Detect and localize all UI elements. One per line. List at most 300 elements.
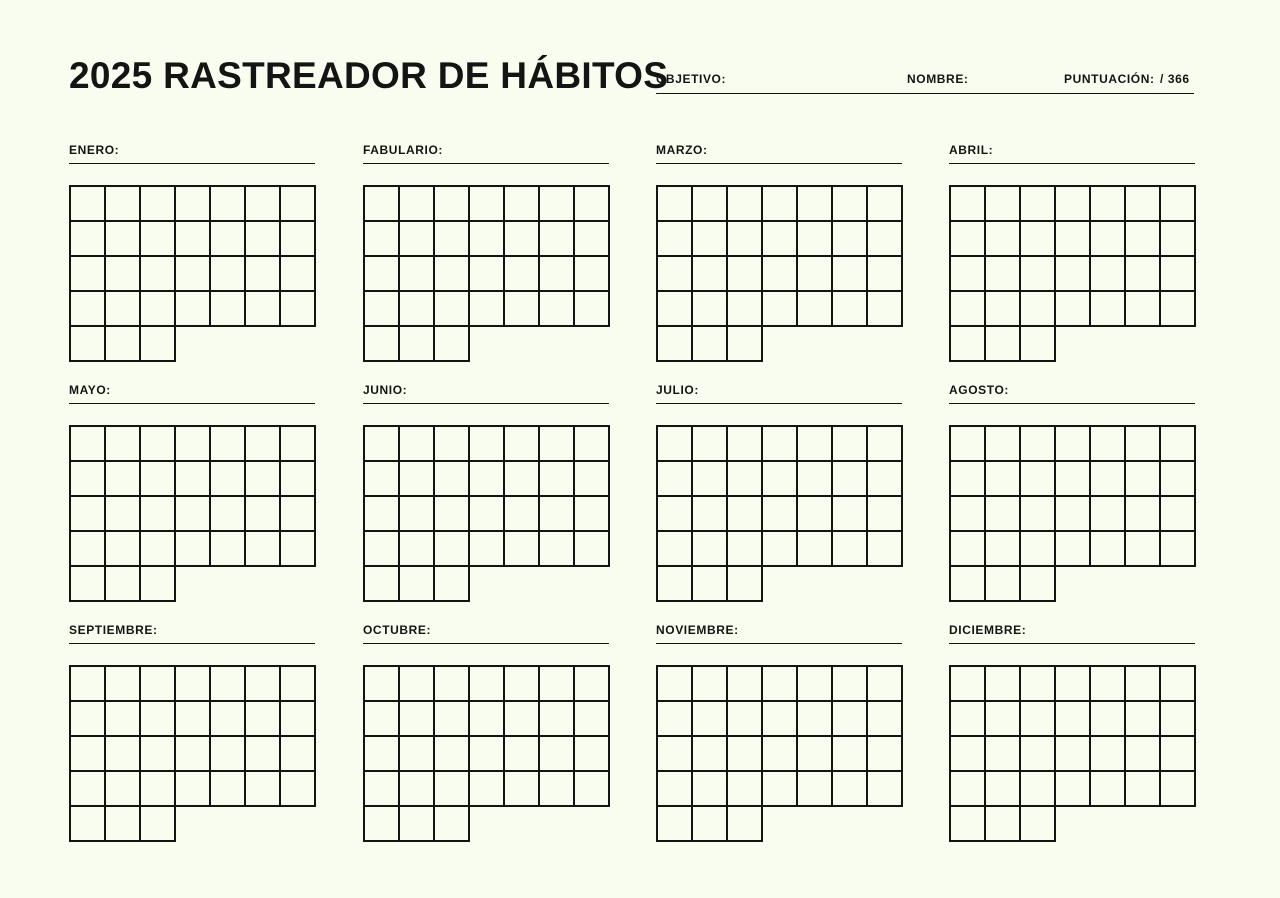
day-cell[interactable] [434,666,469,701]
day-cell[interactable] [867,736,902,771]
day-cell[interactable] [1160,256,1195,291]
day-cell[interactable] [832,666,867,701]
day-cell[interactable] [140,771,175,806]
day-cell[interactable] [832,256,867,291]
day-cell[interactable] [574,666,609,701]
day-cell[interactable] [140,806,175,841]
day-cell[interactable] [1125,666,1160,701]
day-cell[interactable] [832,426,867,461]
day-cell[interactable] [797,666,832,701]
day-cell[interactable] [210,221,245,256]
day-cell[interactable] [574,701,609,736]
day-cell[interactable] [985,256,1020,291]
day-cell[interactable] [727,701,762,736]
day-cell[interactable] [70,566,105,601]
day-cell[interactable] [1160,496,1195,531]
day-cell[interactable] [210,666,245,701]
day-cell[interactable] [1020,771,1055,806]
day-cell[interactable] [950,531,985,566]
day-cell[interactable] [985,221,1020,256]
day-cell[interactable] [950,666,985,701]
day-cell[interactable] [434,186,469,221]
day-cell[interactable] [105,186,140,221]
day-cell[interactable] [245,771,280,806]
day-cell[interactable] [727,256,762,291]
day-cell[interactable] [1125,531,1160,566]
day-cell[interactable] [1160,531,1195,566]
day-cell[interactable] [140,736,175,771]
month-write-line[interactable] [656,403,902,404]
day-cell[interactable] [727,326,762,361]
day-cell[interactable] [504,221,539,256]
day-cell[interactable] [140,291,175,326]
month-write-line[interactable] [69,643,315,644]
day-cell[interactable] [539,461,574,496]
day-cell[interactable] [574,771,609,806]
day-cell[interactable] [399,291,434,326]
day-cell[interactable] [727,566,762,601]
day-cell[interactable] [574,531,609,566]
day-cell[interactable] [867,426,902,461]
day-cell[interactable] [867,291,902,326]
day-cell[interactable] [245,291,280,326]
day-cell[interactable] [1090,736,1125,771]
day-cell[interactable] [727,291,762,326]
day-cell[interactable] [245,531,280,566]
day-cell[interactable] [70,806,105,841]
day-cell[interactable] [70,666,105,701]
day-cell[interactable] [280,291,315,326]
day-cell[interactable] [832,736,867,771]
day-cell[interactable] [539,531,574,566]
day-cell[interactable] [574,256,609,291]
day-cell[interactable] [434,426,469,461]
day-cell[interactable] [657,496,692,531]
day-cell[interactable] [1020,426,1055,461]
day-cell[interactable] [210,186,245,221]
day-cell[interactable] [1160,221,1195,256]
day-cell[interactable] [832,291,867,326]
day-cell[interactable] [574,461,609,496]
day-cell[interactable] [245,736,280,771]
day-cell[interactable] [210,291,245,326]
day-cell[interactable] [504,531,539,566]
day-cell[interactable] [364,771,399,806]
month-write-line[interactable] [656,163,902,164]
day-cell[interactable] [1020,701,1055,736]
day-cell[interactable] [762,771,797,806]
day-cell[interactable] [469,291,504,326]
day-cell[interactable] [657,221,692,256]
day-cell[interactable] [762,291,797,326]
day-cell[interactable] [70,256,105,291]
day-cell[interactable] [657,666,692,701]
day-cell[interactable] [797,736,832,771]
day-cell[interactable] [985,666,1020,701]
day-cell[interactable] [692,566,727,601]
day-cell[interactable] [832,771,867,806]
day-cell[interactable] [70,291,105,326]
day-cell[interactable] [1090,771,1125,806]
day-cell[interactable] [105,461,140,496]
month-write-line[interactable] [949,163,1195,164]
day-cell[interactable] [399,701,434,736]
day-cell[interactable] [867,666,902,701]
day-cell[interactable] [1090,291,1125,326]
day-cell[interactable] [657,426,692,461]
day-cell[interactable] [469,531,504,566]
day-cell[interactable] [762,426,797,461]
day-cell[interactable] [364,531,399,566]
day-cell[interactable] [985,186,1020,221]
day-cell[interactable] [434,566,469,601]
day-cell[interactable] [175,531,210,566]
day-cell[interactable] [1125,256,1160,291]
day-cell[interactable] [574,496,609,531]
day-cell[interactable] [469,666,504,701]
day-cell[interactable] [175,221,210,256]
day-cell[interactable] [692,326,727,361]
day-cell[interactable] [692,736,727,771]
day-cell[interactable] [657,566,692,601]
day-cell[interactable] [1020,566,1055,601]
day-cell[interactable] [364,291,399,326]
day-cell[interactable] [70,771,105,806]
day-cell[interactable] [797,256,832,291]
day-cell[interactable] [1125,496,1160,531]
day-cell[interactable] [175,256,210,291]
day-cell[interactable] [280,771,315,806]
day-cell[interactable] [867,531,902,566]
day-cell[interactable] [539,291,574,326]
day-cell[interactable] [1090,221,1125,256]
day-cell[interactable] [280,426,315,461]
day-cell[interactable] [469,461,504,496]
day-cell[interactable] [1055,496,1090,531]
day-cell[interactable] [245,496,280,531]
day-cell[interactable] [1160,736,1195,771]
day-cell[interactable] [504,291,539,326]
day-cell[interactable] [950,566,985,601]
day-cell[interactable] [1125,736,1160,771]
day-cell[interactable] [539,186,574,221]
day-cell[interactable] [105,566,140,601]
day-cell[interactable] [469,256,504,291]
month-write-line[interactable] [949,403,1195,404]
day-cell[interactable] [280,496,315,531]
day-cell[interactable] [434,806,469,841]
day-cell[interactable] [175,186,210,221]
day-cell[interactable] [245,221,280,256]
day-cell[interactable] [1055,186,1090,221]
day-cell[interactable] [434,256,469,291]
day-cell[interactable] [1055,531,1090,566]
day-cell[interactable] [832,461,867,496]
day-cell[interactable] [727,186,762,221]
day-cell[interactable] [657,701,692,736]
day-cell[interactable] [692,531,727,566]
day-cell[interactable] [1020,326,1055,361]
day-cell[interactable] [985,771,1020,806]
day-cell[interactable] [692,701,727,736]
month-write-line[interactable] [363,163,609,164]
day-cell[interactable] [105,496,140,531]
day-cell[interactable] [1125,771,1160,806]
day-cell[interactable] [832,496,867,531]
day-cell[interactable] [1020,256,1055,291]
day-cell[interactable] [245,186,280,221]
day-cell[interactable] [504,256,539,291]
day-cell[interactable] [657,531,692,566]
day-cell[interactable] [692,221,727,256]
day-cell[interactable] [539,771,574,806]
day-cell[interactable] [210,256,245,291]
day-cell[interactable] [105,291,140,326]
day-cell[interactable] [504,736,539,771]
day-cell[interactable] [1020,461,1055,496]
day-cell[interactable] [692,426,727,461]
day-cell[interactable] [657,256,692,291]
day-cell[interactable] [364,461,399,496]
day-cell[interactable] [985,426,1020,461]
day-cell[interactable] [1020,186,1055,221]
day-cell[interactable] [469,221,504,256]
day-cell[interactable] [210,736,245,771]
day-cell[interactable] [364,256,399,291]
day-cell[interactable] [832,186,867,221]
day-cell[interactable] [364,326,399,361]
day-cell[interactable] [140,221,175,256]
day-cell[interactable] [727,221,762,256]
day-cell[interactable] [469,186,504,221]
day-cell[interactable] [797,426,832,461]
day-cell[interactable] [245,666,280,701]
day-cell[interactable] [70,221,105,256]
day-cell[interactable] [140,566,175,601]
day-cell[interactable] [469,771,504,806]
day-cell[interactable] [175,771,210,806]
day-cell[interactable] [692,666,727,701]
day-cell[interactable] [105,221,140,256]
day-cell[interactable] [140,461,175,496]
day-cell[interactable] [175,496,210,531]
day-cell[interactable] [657,186,692,221]
day-cell[interactable] [797,496,832,531]
day-cell[interactable] [692,771,727,806]
day-cell[interactable] [727,426,762,461]
day-cell[interactable] [985,461,1020,496]
month-write-line[interactable] [656,643,902,644]
day-cell[interactable] [762,531,797,566]
day-cell[interactable] [434,531,469,566]
day-cell[interactable] [539,426,574,461]
day-cell[interactable] [1160,186,1195,221]
day-cell[interactable] [657,771,692,806]
day-cell[interactable] [1160,461,1195,496]
month-write-line[interactable] [363,643,609,644]
day-cell[interactable] [140,666,175,701]
day-cell[interactable] [1020,291,1055,326]
day-cell[interactable] [574,291,609,326]
day-cell[interactable] [399,566,434,601]
day-cell[interactable] [797,291,832,326]
day-cell[interactable] [399,426,434,461]
day-cell[interactable] [1125,426,1160,461]
day-cell[interactable] [1055,736,1090,771]
day-cell[interactable] [399,461,434,496]
day-cell[interactable] [140,701,175,736]
day-cell[interactable] [1125,291,1160,326]
day-cell[interactable] [469,701,504,736]
day-cell[interactable] [1090,666,1125,701]
day-cell[interactable] [434,771,469,806]
day-cell[interactable] [950,426,985,461]
day-cell[interactable] [762,666,797,701]
day-cell[interactable] [364,496,399,531]
day-cell[interactable] [105,666,140,701]
day-cell[interactable] [105,256,140,291]
day-cell[interactable] [399,186,434,221]
day-cell[interactable] [1125,221,1160,256]
day-cell[interactable] [1055,291,1090,326]
day-cell[interactable] [867,771,902,806]
day-cell[interactable] [210,531,245,566]
day-cell[interactable] [399,496,434,531]
day-cell[interactable] [280,461,315,496]
day-cell[interactable] [985,701,1020,736]
day-cell[interactable] [797,186,832,221]
day-cell[interactable] [762,701,797,736]
day-cell[interactable] [574,736,609,771]
day-cell[interactable] [504,666,539,701]
day-cell[interactable] [867,221,902,256]
day-cell[interactable] [950,461,985,496]
day-cell[interactable] [1160,701,1195,736]
day-cell[interactable] [867,496,902,531]
day-cell[interactable] [657,736,692,771]
day-cell[interactable] [175,461,210,496]
day-cell[interactable] [1125,186,1160,221]
day-cell[interactable] [727,806,762,841]
day-cell[interactable] [364,186,399,221]
day-cell[interactable] [1090,426,1125,461]
day-cell[interactable] [1090,186,1125,221]
day-cell[interactable] [1090,496,1125,531]
day-cell[interactable] [105,426,140,461]
day-cell[interactable] [140,496,175,531]
day-cell[interactable] [469,736,504,771]
day-cell[interactable] [1160,771,1195,806]
day-cell[interactable] [399,806,434,841]
day-cell[interactable] [985,531,1020,566]
day-cell[interactable] [105,736,140,771]
day-cell[interactable] [985,326,1020,361]
day-cell[interactable] [434,461,469,496]
day-cell[interactable] [280,186,315,221]
day-cell[interactable] [1125,701,1160,736]
day-cell[interactable] [867,186,902,221]
day-cell[interactable] [504,771,539,806]
day-cell[interactable] [692,461,727,496]
day-cell[interactable] [539,666,574,701]
day-cell[interactable] [574,426,609,461]
day-cell[interactable] [504,426,539,461]
day-cell[interactable] [950,736,985,771]
day-cell[interactable] [434,736,469,771]
day-cell[interactable] [245,426,280,461]
day-cell[interactable] [434,496,469,531]
day-cell[interactable] [539,736,574,771]
day-cell[interactable] [832,221,867,256]
day-cell[interactable] [692,256,727,291]
day-cell[interactable] [727,461,762,496]
day-cell[interactable] [762,221,797,256]
day-cell[interactable] [985,736,1020,771]
day-cell[interactable] [727,736,762,771]
day-cell[interactable] [70,701,105,736]
day-cell[interactable] [399,666,434,701]
day-cell[interactable] [1020,531,1055,566]
day-cell[interactable] [950,806,985,841]
day-cell[interactable] [434,326,469,361]
day-cell[interactable] [70,496,105,531]
day-cell[interactable] [657,806,692,841]
day-cell[interactable] [539,256,574,291]
day-cell[interactable] [1055,426,1090,461]
day-cell[interactable] [140,426,175,461]
day-cell[interactable] [657,291,692,326]
day-cell[interactable] [364,736,399,771]
day-cell[interactable] [762,736,797,771]
day-cell[interactable] [364,666,399,701]
day-cell[interactable] [70,736,105,771]
day-cell[interactable] [210,701,245,736]
day-cell[interactable] [245,701,280,736]
day-cell[interactable] [797,461,832,496]
day-cell[interactable] [1125,461,1160,496]
day-cell[interactable] [797,221,832,256]
day-cell[interactable] [692,806,727,841]
day-cell[interactable] [245,461,280,496]
day-cell[interactable] [70,531,105,566]
day-cell[interactable] [140,256,175,291]
day-cell[interactable] [175,666,210,701]
day-cell[interactable] [762,496,797,531]
day-cell[interactable] [399,221,434,256]
day-cell[interactable] [574,186,609,221]
month-write-line[interactable] [69,403,315,404]
day-cell[interactable] [504,461,539,496]
day-cell[interactable] [280,736,315,771]
day-cell[interactable] [210,496,245,531]
day-cell[interactable] [1020,666,1055,701]
day-cell[interactable] [832,531,867,566]
day-cell[interactable] [1160,666,1195,701]
day-cell[interactable] [727,531,762,566]
day-cell[interactable] [867,461,902,496]
day-cell[interactable] [797,531,832,566]
day-cell[interactable] [692,496,727,531]
day-cell[interactable] [657,461,692,496]
day-cell[interactable] [1090,531,1125,566]
day-cell[interactable] [692,291,727,326]
day-cell[interactable] [1055,221,1090,256]
day-cell[interactable] [504,496,539,531]
day-cell[interactable] [504,701,539,736]
day-cell[interactable] [1020,221,1055,256]
day-cell[interactable] [950,256,985,291]
day-cell[interactable] [950,496,985,531]
